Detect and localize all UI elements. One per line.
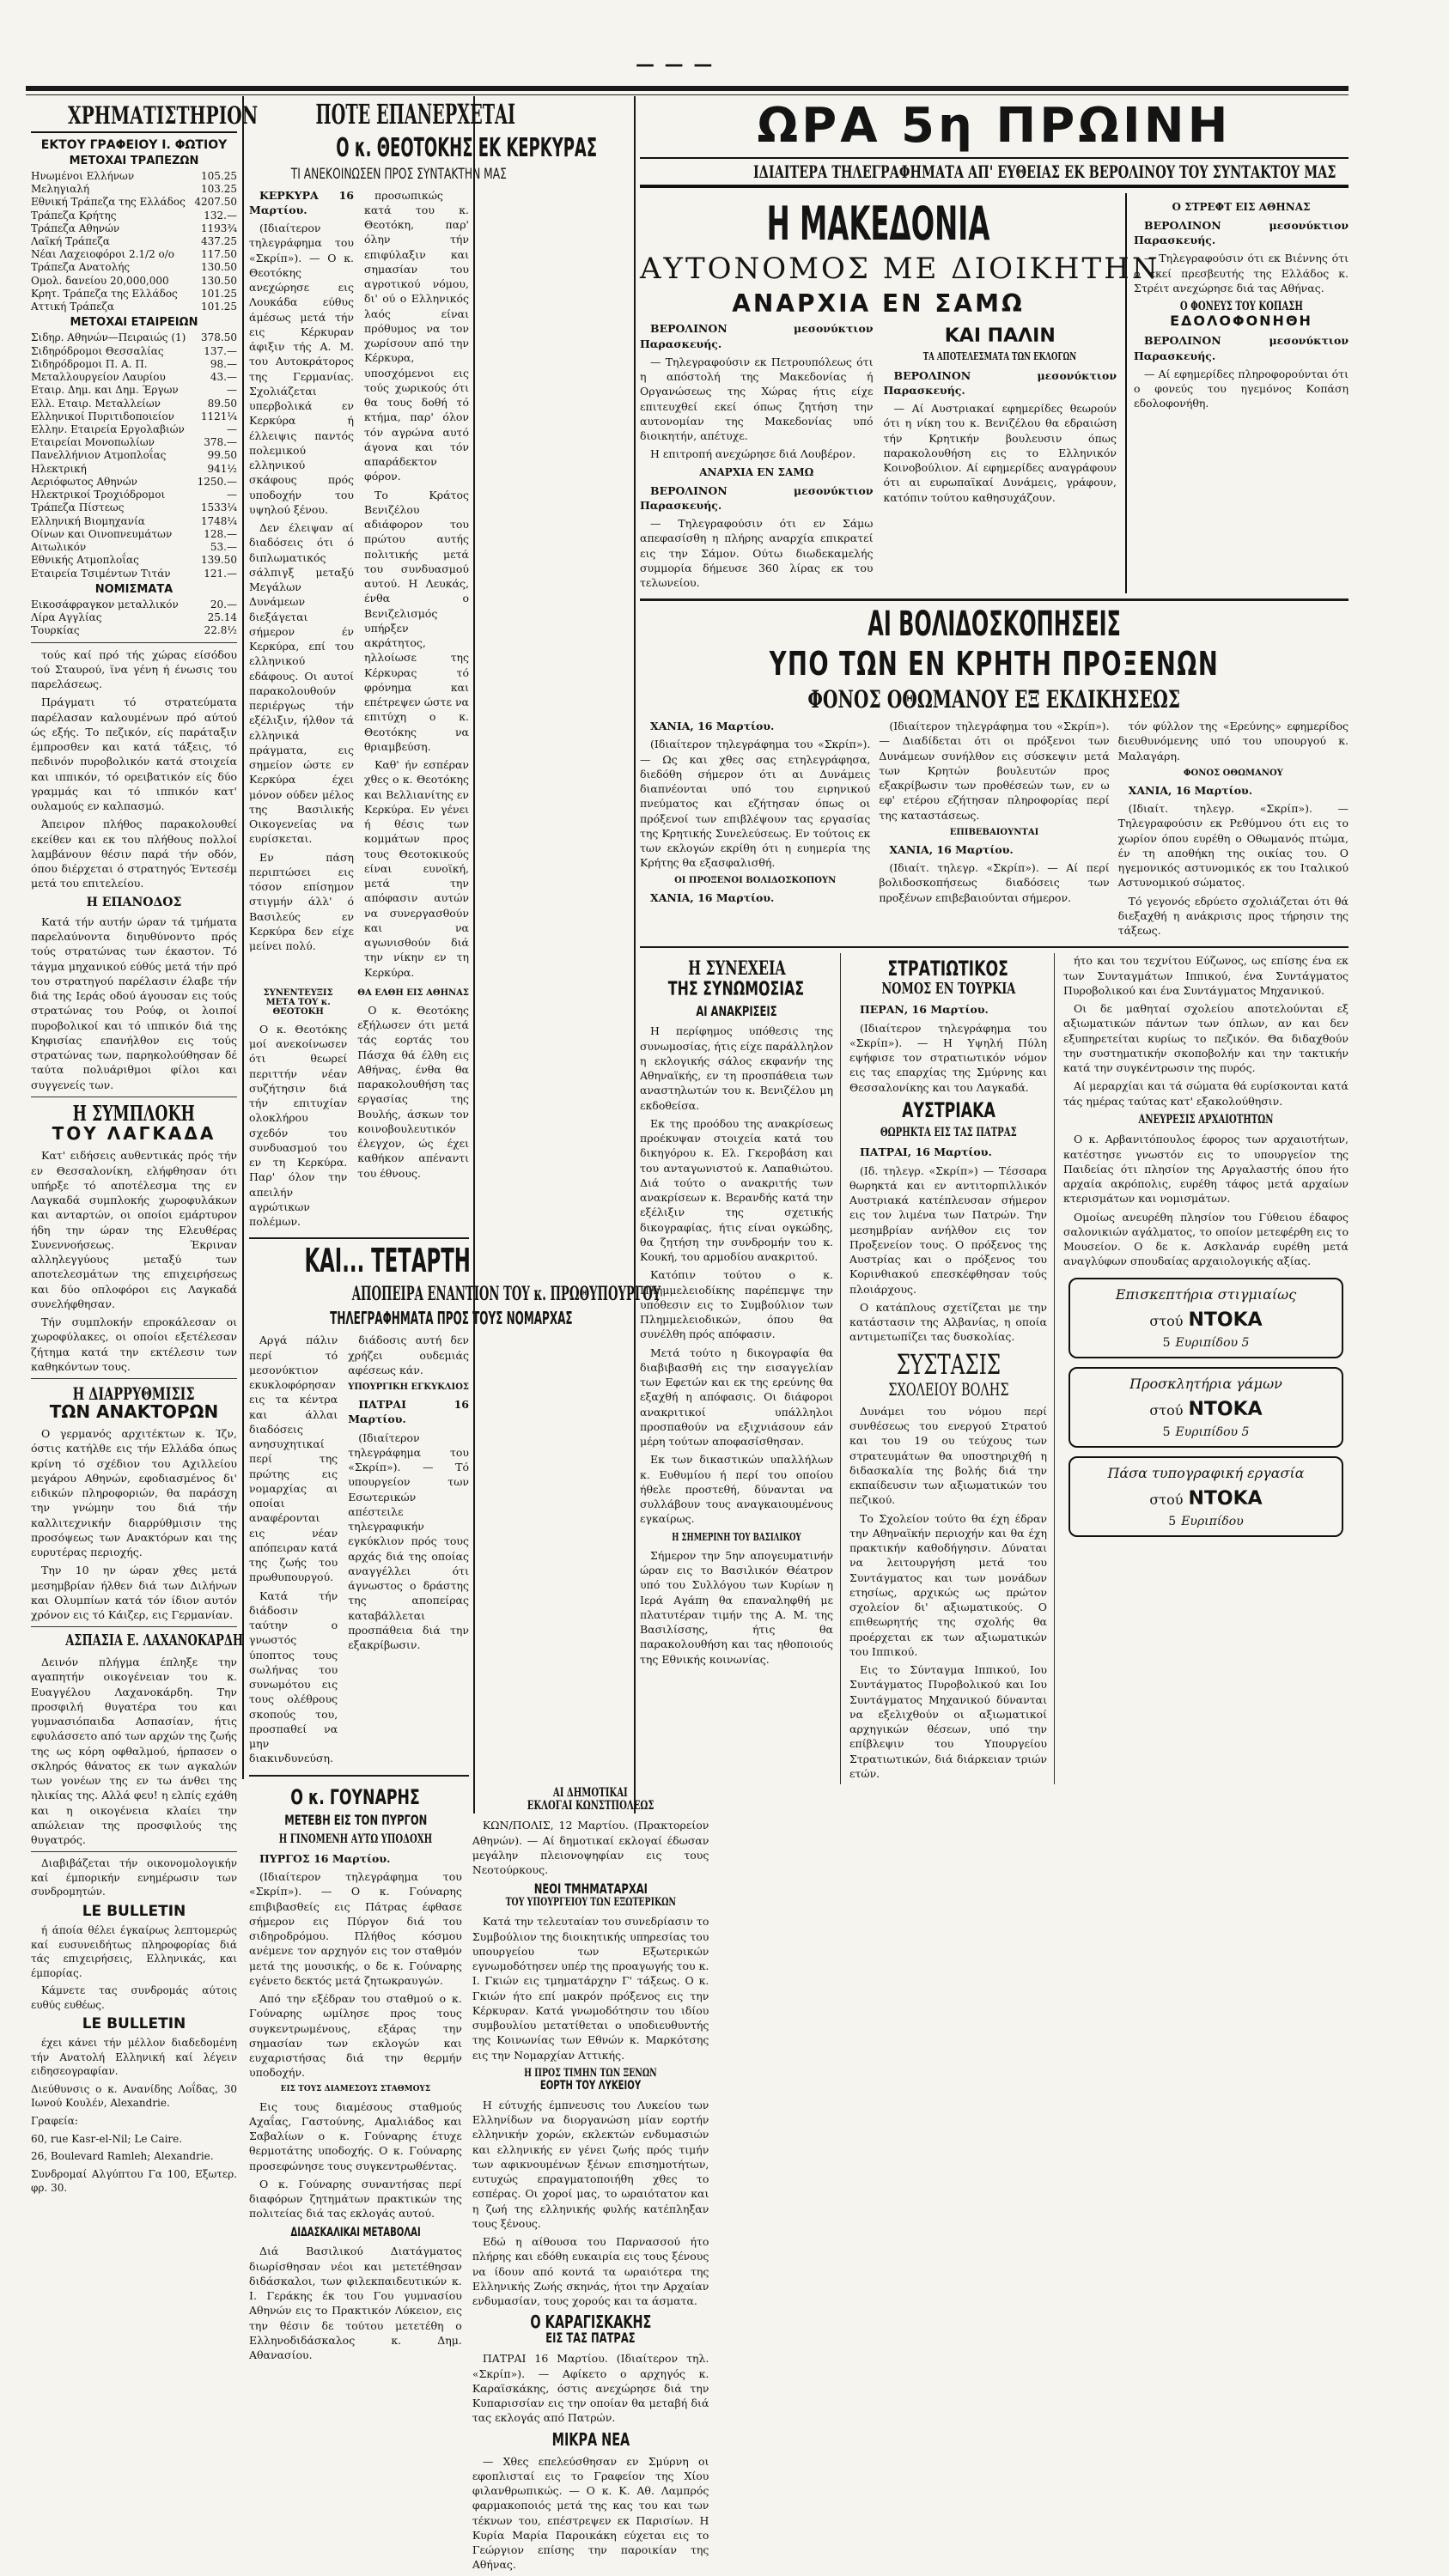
quote-row — [31, 358, 237, 371]
article-paragraph: Κατά τήν διάδοσιν ταύτην ο γνωστός ύποπτος τους σωλήνας του συνωμότου εις τους ολέθρους σκοπούς του, προσπαθεί να μην διακινδυνεύση. — [249, 1589, 338, 1765]
quote-name: Αττική Τράπεζα — [31, 301, 115, 313]
divider — [249, 1237, 469, 1239]
headline-neoi: ΝΕΟΙ ΤΜΗΜΑΤΑΡΧΑΙ — [533, 1880, 648, 1898]
quote-name: Ηνωμένοι Ελλήνων — [31, 169, 135, 182]
quote-name: Μεταλλουργείον Λαυρίου — [31, 371, 166, 384]
headline-eorti: ΕΟΡΤΗ ΤΟΥ ΛΥΚΕΙΟΥ — [539, 2079, 642, 2093]
subhead-thorikta: ΘΩΡΗΚΤΑ ΕΙΣ ΤΑΣ ΠΑΤΡΑΣ — [880, 1126, 1017, 1140]
top-marks: — — — — [636, 53, 715, 76]
divider — [640, 946, 1349, 948]
address-line: 60, rue Kasr-el-Nil; Le Caire. — [31, 2132, 183, 2145]
headline-pote-epanerxetai: ΠΟΤΕ ΕΠΑΝΕΡΧΕΤΑΙ — [315, 98, 515, 131]
quote-value: 121.— — [204, 567, 237, 580]
quote-row — [31, 449, 237, 462]
article-paragraph: Ο κ. Γούναρης συναντήσας περί διαφόρων ζητημάτων πρακτικών της πολιτείας διά τας εκλογάς αυτού. — [249, 2177, 462, 2221]
headline-diarrythmisis: Η ΔΙΑΡΡΥΘΜΙΣΙΣ — [73, 1383, 195, 1405]
quote-row — [31, 624, 237, 637]
quote-name: Τράπεζα Κρήτης — [31, 209, 117, 222]
article-paragraph: Η περίφημος υπόθεσις της συνωμοσίας, ήτις είχε παράλληλον η εκλογικής σάλος εκφανήν της Αθηναϊκής, εν τη προσπάθεια των αναστηλωτών του κ. Βενιζέλου μη εκδοθείσα. — [640, 1024, 833, 1112]
article-paragraph: (Ιδιαίτερον τηλεγράφημα του «Σκρίπ»). — Η Υψηλή Πύλη εψήφισε τον στρατιωτικόν νόμον εις τας επαρχίας της Σμύρνης και Θεσσαλονίκης και του Λαγκαδά. — [849, 1021, 1047, 1094]
article-paragraph: Ομοίως ανευρέθη πλησίον του Γύθειου έδαφος σαλονικιών αγάλματος, το οποίον μετεφέρθη εις το Μουσείον. Ο δε κ. Ασκλανάρ ευρέθη μετά αναγλύφων σπουδαίας αρχαιολογικής αξίας. — [1063, 1210, 1349, 1268]
quote-value: 1193¾ — [200, 222, 237, 234]
headline-fonos: ΦΟΝΟΣ ΟΘΩΜΑΝΟΥ ΕΞ ΕΚΔΙΚΗΣΕΩΣ — [807, 685, 1181, 714]
exchange-section-companies: ΜΕΤΟΧΑΙ ΕΤΑΙΡΕΙΩΝ — [70, 316, 198, 330]
dateline: ΒΕΡΟΛΙΝΟΝ μεσονύκτιον Παρασκευής. — [1134, 218, 1349, 247]
quote-name: Ελλην. Εταιρεία Εργολαβιών — [31, 423, 185, 436]
quote-row — [31, 248, 237, 261]
article-paragraph: Η εύτυχής έμπνευσις του Λυκείου των Ελληνίδων να διοργανώση μίαν εορτήν ελληνικήν χορών, εκλεκτών ενδυμασιών και ελληνικής εν γένει ζωής πρός τιμήν των αφικνουμένων ξένων επισημοτήτων, ευτυχώς επραγματοποιήθη χθες το εσπέρας. Οι χοροί μας, το ωραιότατον και η ζωή της ελληνικής φυλής κατέπληξαν τους ξένους. — [472, 2098, 709, 2230]
article-paragraph: (Ιδιαίτερον τηλεγράφημα του «Σκρίπ»). — Διαδίδεται ότι οι πρόξενοι των Δυνάμεων συνήλθον εις σύσκεψιν μετά των Κρητών βουλευτών προς εξακρίβωσιν των προθέσεών των, εν ω εφ' ετέρου εζήτησαν πληροφορίας περί της καταστάσεως. — [879, 720, 1110, 822]
headline-volidoskopiseis: ΑΙ ΒΟΛΙΔΟΣΚΟΠΗΣΕΙΣ — [868, 605, 1121, 645]
quote-value: 1748¼ — [200, 514, 237, 527]
article-paragraph: τούς καί πρό τής χώρας είσόδου τού Σταυρού, ϊνα γένη ή ένωσις του παρελάσεως. — [31, 647, 237, 691]
exchange-title: ΧΡΗΜΑΤΙΣΤΗΡΙΟΝ — [31, 103, 237, 133]
divider — [31, 642, 237, 643]
quote-name: Τράπεζα Ανατολής — [31, 261, 131, 274]
quote-name: Ελληνικοί Πυριτιδοποιείον — [31, 410, 174, 422]
military-column — [849, 953, 1055, 1784]
quote-name: Σιδηρόδρομοι Π. Α. Π. — [31, 357, 148, 370]
subhead: ΣΥΝΕΝΤΕΥΞΙΣ ΜΕΤΑ ΤΟΥ κ. ΘΕΟΤΟΚΗ — [263, 987, 333, 1017]
quote-name: Ελλ. Εταιρ. Μεταλλείων — [31, 397, 161, 410]
article-paragraph: ΚΩΝ/ΠΟΛΙΣ, 12 Μαρτίου. (Πρακτορείον Αθηνών). — Αί δημοτικαί εκλογαί έδωσαν μεγάλην πλειονοψηφίαν εις τους Νεοτούρκους. — [472, 1819, 709, 1877]
article-paragraph: — Τηλεγραφούσιν εκ Πετρουπόλεως ότι η απόστολή της Μακεδονίας ή Οργανώσεως της Χώρας ήτις είχε επιτευχθεί εκεί όπως ζητήση την αυτονομίαν της Μακεδονίας υπό διοικητήν, απέτυχε. — [640, 355, 874, 443]
article-paragraph: Ο κ. Θεοτόκης εξήλωσεν ότι μετά τάς εορτάς του Πάσχα θά έλθη εις Αθήνας, ένθα θα παρακολουθήση τας εργασίας της Βουλής, άσκων τον κοινοβουλευτικόν έλεγχον, ώς έχει καθήκον απέναντι του έθνους. — [357, 1003, 469, 1180]
headline-ypourgeiou: ΤΟΥ ΥΠΟΥΡΓΕΙΟΥ ΤΩΝ ΕΞΩΤΕΡΙΚΩΝ — [505, 1896, 676, 1910]
subhead: Η ΓΙΝΟΜΕΝΗ ΑΥΤΩ ΥΠΟΔΟΧΗ — [278, 1832, 433, 1846]
advertisement-box — [1068, 1367, 1343, 1448]
quote-value: 103.25 — [201, 183, 237, 196]
headline-theotokis: Ο κ. ΘΕΟΤΟΚΗΣ ΕΚ ΚΕΡΚΥΡΑΣ — [336, 133, 598, 164]
divider — [31, 1378, 237, 1379]
quote-row — [31, 183, 237, 196]
headline-metevi: ΜΕΤΕΒΗ ΕΙΣ ΤΟΝ ΠΥΡΓΟΝ — [283, 1811, 427, 1828]
ad-line: στού ΝΤΟΚΑ — [1149, 1487, 1263, 1510]
quote-row — [31, 611, 237, 624]
article-paragraph: Καθ' ήν εσπέραν χθες ο κ. Θεοτόκης και Βελλιανίτης εν Κερκύρα. Εν γένει ή θέσις των κομμάτων προς τους Θεοτοκικούς είναι ευνοϊκή, μετά την απόφασιν αυτών να συνεργασθούν και να αγωνισθούν διά την νίκην εν τη Κερκύρα. — [364, 758, 469, 979]
headline-eklogai: ΕΚΛΟΓΑΙ ΚΩΝΣΤΠΟΛΕΩΣ — [527, 1799, 654, 1813]
headline-didaskalikai: ΔΙΔΑΣΚΑΛΙΚΑΙ ΜΕΤΑΒΟΛΑΙ — [290, 2225, 421, 2239]
quote-name: Τουρκίας — [31, 624, 80, 637]
headline-synexeia: Η ΣΥΝΕΧΕΙΑ — [687, 957, 786, 981]
headline-kai-palin: ΚΑΙ ΠΑΛΙΝ — [944, 325, 1056, 348]
dateline: ΠΥΡΓΟΣ 16 Μαρτίου. — [259, 1851, 391, 1865]
headline-symploki: Η ΣΥΜΠΛΟΚΗ — [72, 1100, 196, 1126]
headline-makedonia: Η ΜΑΚΕΔΟΝΙΑ — [766, 196, 990, 251]
article-paragraph: Εκ των δικαστικών υπαλλήλων κ. Ευθυμίου ή περί του οποίου ήθελε προστεθή, δύνανται να συλλάβουν τους αναγκαιουμένους εγκαίρως. — [640, 1453, 833, 1526]
bank-shares-list — [31, 170, 237, 314]
quote-value: 117.50 — [201, 248, 237, 261]
column-telegrams — [640, 98, 1349, 1811]
quote-value: 437.25 — [201, 234, 237, 247]
quote-name: Πανελλήνιον Ατμοπλοΐας — [31, 449, 167, 462]
quote-name: Αιτωλικόν — [31, 541, 87, 554]
article-paragraph: ΠΑΤΡΑΙ 16 Μαρτίου. (Ιδιαίτερον τηλ. «Σκρίπ»). — Αφίκετο ο αρχηγός κ. Καραϊσκάκης, όστις ανεχώρησε διά την Κυπαρισσίαν εις την οποίαν θα μεταβή διά τας εκλογάς από Πατρών. — [472, 2352, 709, 2425]
quote-value: 1533¼ — [200, 501, 237, 514]
column-rule-3 — [634, 96, 636, 1814]
quote-row — [31, 528, 237, 541]
divider — [31, 1626, 237, 1627]
subhead-synentevxi: ΤΙ ΑΝΕΚΟΙΝΩΣΕΝ ΠΡΟΣ ΣΥΝΤΑΚΤΗΝ ΜΑΣ — [290, 165, 507, 183]
quote-row — [31, 345, 237, 358]
quote-name: Τράπεζα Αθηνών — [31, 222, 120, 234]
quote-value: — — [227, 489, 237, 501]
article-paragraph: Το Σχολείον τούτο θα έχη έδραν την Αθηναϊκήν περιοχήν και θα έχη πρακτικήν καθοδήγησιν. Δύναται να λειτουργήση μετά του Συντάγματος και των μονάδων ετησίως, αρχικώς ως πρώτον σχολείον δι' αξιωματικούς. Ο επιθεωρητής της σχολής θα προέρχεται εκ των αξιωματικών του Ιππικού. — [849, 1511, 1047, 1658]
dateline: ΚΕΡΚΥΡΑ 16 Μαρτίου. — [249, 188, 354, 216]
quote-name: Οίνων και Οινοπνευμάτων — [31, 527, 173, 540]
article-paragraph: Άπειρον πλήθος παρακολουθεί εκείθεν και εκ του πλήθους πολλοί λαμβάνουν θέσιν παρά τήν οδόν, όπου διέρχεται ό στρατηγός Έντεσέμ μετά του επιτελείου. — [31, 817, 237, 890]
article-paragraph: (Ιδιαίτερον τηλεγράφημα του «Σκρίπ»). — Ο κ. Θεοτόκης ανεχώρησε εις Λουκάδα εύθυς άμέσως μετά τήν εις Κέρκυραν άφιξιν τής Α. Μ. του Αυτοκράτορος της Γερμανίας. Σχολιάζεται υπερβολικά εν Κερκύρα ή έλλειψις παντός πολεμικού ελληνικού σκάφους πρός υποδοχήν του υψηλού ξένου. — [249, 222, 354, 516]
quote-name: Εταιρείαι Μονοπωλίων — [31, 436, 155, 449]
quote-value: 941½ — [207, 462, 237, 475]
headline-autonomos: ΑΥΤΟΝΟΜΟΣ ΜΕ ΔΙΟΙΚΗΤΗΝ — [640, 252, 1160, 287]
address-line: Συνδρομαί Αλγύπτου Γα 100, Εξωτερ. φρ. 30. — [31, 2167, 237, 2195]
subhead: ΟΙ ΠΡΟΞΕΝΟΙ ΒΟΛΙΔΟΣΚΟΠΟΥΝ — [674, 875, 837, 885]
article-paragraph: Κατ' ειδήσεις αυθεντικάς πρός τήν εν Θεσσαλονίκη, ελήφθησαν ότι υπήρξε τό αποτέλεσμα της εν Λαγκαδά συμπλοκής χωροφυλάκων και ανταρτών, οι οποίοι εμάρτυρον ήδη την ώραν της Ελευθέρας Συνεννοήσεως. Έκριναν αλληλεγγύους μεταξύ των αποτελεσμάτων της επιχειρήσεως και δύο οπλοφόροι εις Λαγκαδά συνελήφθησαν. — [31, 1149, 237, 1310]
quote-row — [31, 501, 237, 514]
quote-row — [31, 554, 237, 567]
dateline: ΠΕΡΑΝ, 16 Μαρτίου. — [860, 1003, 989, 1017]
headline-anaktoron: ΤΩΝ ΑΝΑΚΤΟΡΩΝ — [49, 1401, 219, 1423]
article-paragraph: ήτο και του τεχνίτου Εύζωνος, ως επίσης ένα εκ των Συνταγμάτων Ιππικού, ένα Συντάγματος Πυροβολικού και ένα Συντάγματος Μηχανικού. — [1063, 954, 1349, 997]
quote-name: Λαϊκή Τράπεζα — [31, 234, 110, 247]
two-column-text — [249, 188, 469, 983]
ad-line: στού ΝΤΟΚΑ — [1149, 1309, 1263, 1331]
dateline: ΧΑΝΙΑ, 16 Μαρτίου. — [650, 720, 775, 733]
article-paragraph: — Αί Αυστριακαί εφημερίδες θεωρούν ότι η νίκη του κ. Βενιζέλου θα εδραιώση τήν Κρητικήν βουλευσιν όπως παρακολουθήση εις το Ελληνικόν Κοινοβούλιον. Αί εφημερίδες αναγράφουν ότι αι ευρωπαϊκαί Δυνάμεις, γράφουν, κατόπιν τούτου καθησυχάζουν. — [883, 402, 1117, 504]
quote-row — [31, 288, 237, 301]
article-paragraph: (Ιδιαίτερον τηλεγράφημα του «Σκρίπ»). — Ως και χθες σας ετηλεγράφησα, διεδόθη σήμερον ότι αι Δυνάμεις διαπνέονται υπό του ειρηνικού πνεύματος και εζήτησαν όπως οι πρόξενοί των επιβλέψουν τας εργασίας της Κρητικής Συνελεύσεως. Εν τούτοις εκ των εκλογών εκρίθη ότι η ευημερία της Κρήτης θα εξασφαλισθή. — [640, 738, 871, 870]
headline-edolofonithi: ΕΔΟΛΟΦΟΝΗΘΗ — [1170, 312, 1312, 329]
two-column-text — [249, 1782, 709, 2576]
article-paragraph: — Τηλεγραφούσιν ότι εκ Βιέννης ότι ο εκεί πρεσβευτής της Ελλάδος κ. Στρέιτ ανεχώρησε διά τας Αθήνας. — [1134, 252, 1349, 295]
headline-anarxia: ΑΝΑΡΧΙΑ ΕΝ ΣΑΜΩ — [732, 289, 1025, 318]
quote-name: Ηλεκτρικοί Τροχιόδρομοι — [31, 489, 166, 501]
subhead-anakriseis: ΑΙ ΑΝΑΚΡΙΣΕΙΣ — [696, 1002, 777, 1019]
quote-row — [31, 170, 237, 183]
quote-name: Ηλεκτρική — [31, 462, 87, 475]
subhead: ΕΙΣ ΤΟΥΣ ΔΙΑΜΕΣΟΥΣ ΣΤΑΘΜΟΥΣ — [280, 2084, 431, 2093]
quote-name: Μεληγιαλή — [31, 183, 90, 196]
headline-dimotikai: ΑΙ ΔΗΜΟΤΙΚΑΙ — [553, 1785, 629, 1800]
subhead: ΑΝΑΡΧΙΑ ΕΝ ΣΑΜΩ — [699, 465, 814, 478]
quote-name: Λίρα Αγγλίας — [31, 611, 102, 624]
headline-proxenon: ΥΠΟ ΤΩΝ ΕΝ ΚΡΗΤΗ ΠΡΟΞΕΝΩΝ — [769, 645, 1220, 683]
quote-row — [31, 384, 237, 397]
quote-row — [31, 235, 237, 248]
quote-row — [31, 398, 237, 410]
quote-row — [31, 541, 237, 554]
quote-row — [31, 331, 237, 344]
quote-name: Νέαι Λαχειοφόροι 2.1/2 ο/ο — [31, 248, 175, 261]
address-line: Γραφεία: — [31, 2115, 78, 2128]
quote-value: 1121¼ — [200, 410, 237, 422]
article-paragraph: — Τηλεγραφούσιν ότι εν Σάμω απεφασίσθη η πλήρης αναρχία επικρατεί εις την Σάμον. Ούτω διωδεκαμελής συμμορία δήμευσε 360 λίρας εκ του τελωνείου. — [640, 517, 874, 590]
dateline: ΧΑΝΙΑ, 16 Μαρτίου. — [650, 890, 775, 904]
quote-row — [31, 301, 237, 313]
article-paragraph: Σήμερον την 5ην απογευματινήν ώραν εις το Βασιλικόν Θέατρον υπό του Συλλόγου των Κυρίων η Ιερά Αγάπη θα επαναληφθή με πλατυτέραν τιμήν της Α. Μ. της Βασιλίσσης, ήτις θα παρακολουθήση και τας ηθοποιούς της Εθνικής κοινωνίας. — [640, 1548, 833, 1666]
headline-synomosias: ΤΗΣ ΣΥΝΩΜΟΣΙΑΣ — [668, 978, 805, 1000]
two-column-text — [640, 321, 1117, 593]
three-column-text — [640, 719, 1349, 941]
quote-value: 53.— — [210, 541, 237, 554]
quote-row — [31, 598, 237, 611]
divider — [249, 1775, 469, 1777]
article-paragraph: (Ιδιαίτ. τηλεγρ. «Σκρίπ»). — Τηλεγραφούσιν εκ Ρεθύμνου ότι εις το χωρίον όπου ευρέθη ο Οθωμανός πτώμα, έν τη αποθήκη της οικίας του. Ο ηγεμονικός αστυνομικός εκ του Ιταλικού Αστυνομικού σώματος. — [1117, 802, 1349, 890]
advertisement-box — [1068, 1456, 1343, 1537]
ad-line: Προσκλητήρια γάμων — [1129, 1375, 1282, 1392]
article-paragraph: Αί μεραρχίαι και τά σώματα θά ευρίσκονται κατά τάς ημέρας ταύτας κατ' εξακολούθησιν. — [1063, 1079, 1349, 1108]
quote-row — [31, 489, 237, 501]
article-paragraph: (Ιδιαίτερον τηλεγράφημα του «Σκρίπ»). — Τό υπουργείον των Εσωτερικών απέστειλε τηλεγραφικήν εγκύκλιον πρός τους αρχάς διά της οποίας αναγγέλλει ότι άγνωστος ο δράστης της αποπείρας καταβάλλεται προσπάθεια διά την εξακρίβωσιν. — [348, 1431, 469, 1652]
article-paragraph: Κατά την τελευταίαν του συνεδρίασιν το Συμβούλιον της διοικητικής υπηρεσίας του υπουργείου των Εξωτερικών εγνωμοδότησεν υπέρ της προαγωγής του κ. Ι. Γκιών εις τμηματάρχην Γ' τάξεως. Ο κ. Γκιών ήτο επί μακρόν πρόξενος εις την Κέρκυραν. Κατά γνωμοδότησιν του ιδίου συμβουλίου μετατίθεται ο υποδιευθυντής της Κοινωνίας των Εθνών κ. Μαρκότσης εις την Νομαρχίαν Αττικής. — [472, 1915, 709, 2062]
quote-value: 139.50 — [201, 554, 237, 567]
article-paragraph: Τήν συμπλοκήν επροκάλεσαν οι χωροφύλακες, οι οποίοι εξετέλεσαν ζήτημα κατά την εκτέλεσιν των καθηκόντων τους. — [31, 1315, 237, 1373]
quote-value: 378.— — [204, 436, 237, 449]
quote-value: 99.50 — [207, 449, 237, 462]
currency-list — [31, 598, 237, 638]
headline-sxoleiou: ΣΧΟΛΕΙΟΥ ΒΟΛΗΣ — [887, 1378, 1009, 1400]
article-paragraph: Η επιτροπή ανεχώρησε διά Λουβέρον. — [650, 447, 856, 461]
subhead: Ο ΣΤΡΕΦΤ ΕΙΣ ΑΘΗΝΑΣ — [1172, 200, 1311, 213]
quote-row — [31, 423, 237, 436]
ad-line: Επισκεπτήρια στιγμιαίως — [1115, 1285, 1297, 1303]
article-paragraph: (Ιδ. τηλεγρ. «Σκρίπ») — Τέσσαρα θωρηκτά και εν αντιτορπιλλικόν Αυστριακά κατέπλευσαν σήμερον εις τον λιμένα των Πατρών. Την μεσημβρίαν ανήλθον εις τον Προξενείον τους. Ο πρόξενος της Αυστρίας και ο πρόξενος του Κορινθιακού επεσκέφθησαν τούς πλοιάρχους. — [849, 1163, 1047, 1296]
quote-row — [31, 210, 237, 222]
quote-row — [31, 275, 237, 288]
company-shares-list — [31, 331, 237, 580]
article-paragraph: (Ιδιαίτ. τηλεγρ. «Σκρίπ»). — Αί περί βολιδοσκοπήσεως διαδόσεις των προξένων επιβεβαιούνται σήμερον. — [879, 861, 1110, 904]
quote-value: 378.50 — [201, 331, 237, 344]
side-telegrams — [1125, 193, 1349, 594]
quote-row — [31, 436, 237, 449]
headline-aspasia: ΑΣΠΑΣΙΑ Ε. ΛΑΧΑΝΟΚΑΡΔΗ — [65, 1631, 244, 1650]
headline-foneus: Ο ΦΟΝΕΥΣ ΤΟΥ ΚΟΠΑΣΗ — [1179, 300, 1303, 314]
quote-name: Αεριόφωτος Αθηνών — [31, 475, 137, 488]
macedonia-block — [640, 193, 1160, 594]
quote-row — [31, 410, 237, 423]
bulletin-title: LE BULLETIN — [82, 1903, 186, 1920]
article-paragraph: Δεν έλειψαν αί διαδόσεις ότι ό διπλωματικός σάλπιγξ μεταξύ Μεγάλων Δυνάμεων διεξάγεται σήμερον έν Κερκύρα, επί του ελληνικού εδάφους. Οι αυτοί παρακολουθούν περιέργως τήν εξέλιξιν, ήλθον τά ελληνικά πράγματα, εις σημείον ώστε εν Κερκύρα έχει μόνον ούδεν μέλος της Βασιλικής Οικογενείας να ευρίσκεται. — [249, 521, 354, 846]
headline-mikra-nea: ΜΙΚΡΑ ΝΕΑ — [551, 2428, 630, 2450]
headline-avstriaka: ΑΥΣΤΡΙΑΚΑ — [901, 1097, 995, 1122]
article-paragraph: Από την εξέδραν του σταθμού ο κ. Γούναρης ωμίλησε προς τους συγκεντρωμένους, εξάρας την σημασίαν των εκλογών και ευχαριστήσας διά την θερμήν υποδοχήν. — [249, 1992, 462, 2080]
quote-name: Εταιρεία Τσιμέντων Τιτάν — [31, 567, 171, 580]
quote-row — [31, 196, 237, 209]
headline-simerini: Η ΣΗΜΕΡΙΝΗ ΤΟΥ ΒΑΣΙΛΙΚΟΥ — [672, 1530, 801, 1543]
headline-patras: ΕΙΣ ΤΑΣ ΠΑΤΡΑΣ — [545, 2330, 636, 2347]
headline-systasis: ΣΥΣΤΑΣΙΣ — [896, 1347, 1001, 1381]
ad-line: Πάσα τυπογραφική εργασία — [1107, 1464, 1305, 1481]
obituary-paragraph: Δεινόν πλήγμα έπληξε την αγαπητήν οικογένειαν του κ. Ευαγγέλου Λαχανοκάρδη. Την προσφιλή θυγατέρα του και γυμνασιόπαιδα Ασπασίαν, ήτις εφυλάσσετο από των αρχών της ζωής της ως κόρη οφθαλμού, ήρπασεν ο σκληρός θάνατος εκ των αγκαλών των γονέων της εν τω άνθει της ηλικίας της. Αλλά φευ! η ελπίς εχάθη και η οικογένεια κλαίει την απώλειαν της προσφιλούς της θυγατρός. — [31, 1656, 237, 1847]
headline-kai-tetarti: ΚΑΙ... ΤΕΤΑΡΤΗ — [304, 1242, 471, 1280]
article-paragraph: Τό γεγονός εδρύετο σχολιάζεται ότι θά διεξαχθή η ανάκρισις προς τήρησιν της τάξεως. — [1117, 894, 1349, 938]
article-paragraph: έχει κάνει τήν μέλλον διαδεδομένη τήν Ανατολή Ελληνική καί λέγειν ειδησεογραφίαν. — [31, 2037, 237, 2078]
ad-line: στού ΝΤΟΚΑ — [1149, 1398, 1263, 1420]
column-rule-2 — [473, 96, 475, 1814]
headline-apopeira: ΑΠΟΠΕΙΡΑ ΕΝΑΝΤΙΟΝ ΤΟΥ κ. ΠΡΩΘΥΠΟΥΡΓΟΥ — [351, 1283, 661, 1306]
subhead: ΘΑ ΕΛΘΗ ΕΙΣ ΑΘΗΝΑΣ — [357, 987, 469, 998]
headline-stratiotikos: ΣΤΡΑΤΙΩΤΙΚΟΣ — [887, 957, 1009, 981]
subhead: ΦΟΝΟΣ ΟΘΩΜΑΝΟΥ — [1183, 768, 1283, 778]
exchange-section-currency: ΝΟΜΙΣΜΑΤΑ — [94, 582, 174, 596]
quote-value: 4207.50 — [194, 196, 237, 209]
quote-name: Εταιρ. Δημ. και Δημ. Έργων — [31, 384, 179, 397]
article-paragraph: Εις το Σύνταγμα Ιππικού, Ιου Συντάγματος Πυροβολικού και Ιου Συντάγματος Μηχανικού δύνανται να εξελιχθούν οι αξιωματικοί αρχηγικών θέσεων, υπό την επίβλεψιν του Υπουργείου Στρατιωτικών, διά διάρκειαν τριών ετών. — [849, 1663, 1047, 1780]
article-paragraph: — Αί εφημερίδες πληροφορούνται ότι ο φονεύς του ηγεμόνος Κοπάση εδολοφονήθη. — [1134, 367, 1349, 410]
article-paragraph: Εις τους διαμέσους σταθμούς Αχαΐας, Γαστούνης, Αμαλιάδος και Σαβαλίων ο κ. Γούναρης έτυχε θερμοτάτης υποδοχής. Ο κ. Γούναρης προσεφώνησε τους συγκεντρωθέντας. — [249, 2099, 462, 2172]
exchange-subtitle: ΕΚΤΟΥ ΓΡΑΦΕΙΟΥ Ι. ΦΩΤΙΟΥ — [40, 137, 228, 152]
quote-name: Ελληνική Βιομηχανία — [31, 514, 145, 527]
headline-lagkada: ΤΟΥ ΛΑΓΚΑΔΑ — [52, 1123, 216, 1145]
quote-value: — — [227, 384, 237, 397]
quote-value: 130.50 — [201, 261, 237, 274]
dateline: ΧΑΝΙΑ, 16 Μαρτίου. — [1128, 783, 1253, 797]
headline-gounaris: Ο κ. ΓΟΥΝΑΡΗΣ — [290, 1784, 421, 1809]
two-column-text — [249, 983, 469, 1233]
dateline: ΒΕΡΟΛΙΝΟΝ μεσονύκτιον Παρασκευής. — [640, 483, 874, 512]
quote-name: Σιδηρ. Αθηνών—Πειραιώς (1) — [31, 331, 186, 344]
top-double-rule — [26, 86, 1349, 91]
article-paragraph: Πράγματι τό στρατεύματα παρέλασαν καλουμένων πρό αύτού ώς εξής. Το πεζικόν, είς παράταξιν έμπροσθεν και κατά τάξεις, τό πεδινόν πυροβολικόν κατά στοιχεία και ιππικόν, τό ορειβατικόν είς δύο γραμμάς και τό ιππικόν κατ' ουλαμούς εν καλπασμώ. — [31, 696, 237, 813]
article-paragraph: Κατά τήν αυτήν ώραν τά τμήματα παρελαύνοντα διηυθύνοντο πρός τούς στρατώνας των έκαστον. Τό τάγμα μηχανικού εύθύς μετά τήν πρό του στρατηγού παρέλασιν έλαβε τήν διά της Ιεράς οδού άγουσαν εις τούς στρατώνας του Ρούφ, οι λοιποί πυροβολικοί και τό ιππικόν διά της Κηφισίας επανήλθον εις τούς στρατώνας των, παρηκολούθησαν δέ ταύτα πολυάριθμοι φίλοι και συγγενείς των. — [31, 914, 237, 1091]
address-line: 26, Boulevard Ramleh; Alexandrie. — [31, 2150, 214, 2163]
banner-subtitle: ΙΔΙΑΙΤΕΡΑ ΤΗΛΕΓΡΑΦΗΜΑΤΑ ΑΠ' ΕΥΘΕΙΑΣ ΕΚ ΒΕΡΟΛΙΝΟΥ ΤΟΥ ΣΥΝΤΑΚΤΟΥ ΜΑΣ — [640, 157, 1349, 188]
quote-value: 132.— — [204, 209, 237, 222]
quote-row — [31, 463, 237, 476]
article-paragraph: Κάμνετε τας συνδρομάς αύτοις ευθύς ευθέως. — [31, 1984, 237, 2011]
lower-section — [640, 953, 1349, 1784]
two-column-text — [249, 1333, 469, 1769]
ad-line: 5 Ευριπίδου — [1168, 1514, 1244, 1528]
article-paragraph: τόν φύλλον της «Ερεύνης» εφημερίδος διευθυνόμενης υπό του υπουργού κ. Μαλαγάρη. — [1117, 720, 1349, 762]
column-politics — [249, 98, 709, 2572]
quote-row — [31, 222, 237, 235]
quote-name: Εθνικής Ατμοπλοΐας — [31, 554, 139, 567]
quote-value: 128.— — [204, 527, 237, 540]
article-paragraph: Ο γερμανός αρχιτέκτων κ. Ίζν, όστις κατήλθε εις τήν Ελλάδα όπως κρίνη τό σχέδιον του Αχιλλείου μεγάρου Αθηνών, εφοδιασμένος δι' ειδικών πληροφοριών, θα παράσχη την γνώμην του διά τήν καλλιτεχνικήν διαρρύθμισιν της προσόψεως των Ανακτόρων και της ευρυτέρας περιοχής. — [31, 1427, 237, 1559]
divider — [640, 598, 1349, 601]
subhead: ΕΠΙΒΕΒΑΙΟΥΝΤΑΙ — [949, 827, 1039, 837]
quote-value: 25.14 — [207, 611, 237, 624]
headline-timi: Η ΠΡΟΣ ΤΙΜΗΝ ΤΩΝ ΞΕΝΩΝ — [524, 2066, 657, 2080]
article-paragraph: Δυνάμει του νόμου περί συνθέσεως του ενεργού Στρατού και του 19 ου τεύχους των στρατευμάτων θα υποστηριχθή η διδασκαλία της βολής διά την εκπαίδευσιν των αξιωματικών του πεζικού. — [849, 1404, 1047, 1507]
article-paragraph: Εκ της προόδου της ανακρίσεως προέκυψαν στοιχεία κατά του δικηγόρου κ. Ελ. Γκεροβάση και του ανταγωνιστού κ. Λαπαθιώτου. Διά τούτο ο ανακριτής των ανακρίσεων κ. Βερανδής κατά την εξέλιξιν της σχετικής δικογραφίας, ήτις είναι ογκώδης, θα ζητήση την συνδρομήν του κ. Κουκή, του αρμοδίου ανακριτού. — [640, 1116, 833, 1264]
divider — [31, 1851, 237, 1852]
article-paragraph: Μετά τούτο η δικογραφία θα διαβιβασθή εις την εισαγγελίαν των Εφετών και εκ της ερεύνης θα εξαχθή η απόφασις. Οι διάφοροι ανακριτικοί υπάλληλοι προσπαθούν να εξιχνιάσουν εάν μέρη τούτων αποφασίσθησαν. — [640, 1346, 833, 1449]
dateline: ΧΑΝΙΑ, 16 Μαρτίου. — [889, 842, 1014, 856]
article-paragraph: Οι δε μαθηταί σχολείου αποτελούνται εξ αξιωματικών πάντων των όπλων, αν και δεν εξυπηρετείται κυρίως το πεζικόν. Θα διδαχθούν την συστηματικήν σκοποβολήν και την τακτικήν κατά την συγκέντρωσιν της πυρός. — [1063, 1002, 1349, 1075]
article-paragraph: Διαβιβάζεται τήν οικονομολογικήν καί έμπορικήν ενημέρωσιν των συνδρομητών. — [31, 1857, 237, 1899]
headline-karaiskakis: Ο ΚΑΡΑΓΙΣΚΑΚΗΣ — [530, 2312, 652, 2333]
column-exchange — [31, 98, 259, 2195]
headline-epanodos: Η ΕΠΑΝΟΔΟΣ — [86, 895, 182, 909]
headline-anevresis: ΑΝΕΥΡΕΣΙΣ ΑΡΧΑΙΟΤΗΤΩΝ — [1138, 1112, 1274, 1127]
headline-ora-5: ΩΡΑ 5η ΠΡΩΙΝΗ — [757, 98, 1232, 154]
article-paragraph: Κατόπιν τούτου ο κ. Πλημμελειοδίκης παρέπεμψε την υπόθεσιν εις το Συμβούλιον των Πλημμελειοδικών, όπου θα συνέλθη πρός απόφασιν. — [640, 1268, 833, 1341]
article-paragraph: Εν πάση περιπτώσει εις τόσον επίσημον στιγμήν άλλ' ό Βασιλεύς εν Κερκύρα δεν είχε μείνει πολύ. — [249, 850, 354, 953]
quote-name: Εικοσάφραγκον μεταλλικόν — [31, 598, 179, 611]
quote-value: 137.— — [204, 344, 237, 357]
top-thin-rule — [26, 94, 1349, 95]
quote-value: 101.25 — [201, 287, 237, 300]
quote-value: 130.50 — [201, 274, 237, 287]
synomosia-column — [640, 953, 841, 1784]
antiquities-column — [1063, 953, 1349, 1784]
article-paragraph: (Ιδιαίτερον τηλεγράφημα του «Σκρίπ»). — Ο κ. Γούναρης επιβιβασθείς εις Πάτρας έφθασε σήμερον εις Πύργον διά του σιδηροδρόμου. Πλήθος κόσμου ανέμενε τον αρχηγόν εις τον σταθμόν μετά της μουσικής, ο δε κ. Γούναρης εγένετο δεκτός μετά ζητωκραυγών. — [249, 1870, 462, 1987]
subhead: ΥΠΟΥΡΓΙΚΗ ΕΓΚΥΚΛΙΟΣ — [348, 1382, 469, 1393]
address-line: Διεύθυνσις ο κ. Ανανίδης Λοΐδας, 30 Ιωνού Κουλέν, Alexandrie. — [31, 2082, 237, 2110]
article-paragraph: Αργά πάλιν περί τό μεσονύκτιον εκυκλοφόρησαν εις τα κέντρα και άλλαι διαδόσεις ανησυχητικαί περί της πρώτης εις νομαρχίας αι οποίαι αναφέρονται εις νέαν απόπειραν κατά της ζωής του πρωθυπουργού. — [249, 1334, 338, 1584]
advertisement-box — [1068, 1278, 1343, 1358]
quote-value: 89.50 — [207, 397, 237, 410]
headline-nomos: ΝΟΜΟΣ ΕΝ ΤΟΥΡΚΙΑ — [880, 979, 1015, 998]
quote-value: 22.8½ — [204, 624, 237, 637]
article-paragraph: ή άποία θέλει έγκαίρως λεπτομερώς καί ευσυνειδήτως πληροφορίας διά τάς επιχειρήσεις, Ελληνικάς, και έμπορίας. — [31, 1924, 237, 1979]
dateline: ΠΑΤΡΑΙ, 16 Μαρτίου. — [860, 1145, 992, 1159]
article-paragraph: προσωπικώς κατά του κ. Θεοτόκη, παρ' όλην τήν επιφύλαξιν και σημασίαν του αγροτικού νόμου, δι' ού ο Ελληνικός λαός είναι πρόθυμος να τον χωρίσουν από την Κέρκυρα, υποσχόμενοι εις τούς χωρικούς ότι θα τους δοθή τό κτήμα, παρ' όλον τόν αγρώνα αυτό άγονα και τόν απαράδεκτον φόρον. — [364, 188, 469, 483]
upper-section — [640, 193, 1349, 594]
bulletin-title: LE BULLETIN — [82, 2015, 186, 2033]
article-paragraph: Το Κράτος Βενιζέλου αδιάφορον του πρώτου αυτής πολιτικής μετά του συνδυασμού αυτού. Η Λευκάς, ένθα ο Βενιζελισμός υπήρξεν ακράτητος, ηλλοίωσε της Κέρκυρας τό φρόνημα και επέτρεψεν ώστε να επιτύχη ο κ. Θεοτόκης να θριαμβεύση. — [364, 488, 469, 753]
quote-name: Ομολ. δανείου 20,000,000 — [31, 274, 169, 287]
quote-value: 20.— — [210, 598, 237, 611]
subhead: ΤΑ ΑΠΟΤΕΛΕΣΜΑΤΑ ΤΩΝ ΕΚΛΟΓΩΝ — [923, 350, 1077, 363]
article-paragraph: Διά Βασιλικού Διατάγματος διωρίσθησαν νέοι και μετετέθησαν διδάσκαλοι, των φιλεκπαιδευτικών κ. Ι. Γεράκης έκ του Γου γυμνασίου Αθηνών εις το Πρακτικόν Λύκειον, εις την θέσιν δε τούτου μετετέθη ο Ελληνοδιδάσκαλος κ. Δημ. Αθανασίου. — [249, 2245, 462, 2362]
quote-name: Τράπεζα Πίστεως — [31, 501, 125, 514]
dateline: ΒΕΡΟΛΙΝΟΝ μεσονύκτιον Παρασκευής. — [640, 322, 874, 350]
quote-row — [31, 261, 237, 274]
quote-row — [31, 476, 237, 489]
exchange-section-banks: ΜΕΤΟΧΑΙ ΤΡΑΠΕΖΩΝ — [69, 154, 199, 167]
quote-value: 105.25 — [201, 169, 237, 182]
quote-name: Σιδηρόδρομοι Θεσσαλίας — [31, 344, 164, 357]
subhead-tilegrafimata: ΤΗΛΕΓΡΑΦΗΜΑΤΑ ΠΡΟΣ ΤΟΥΣ ΝΟΜΑΡΧΑΣ — [330, 1308, 573, 1329]
quote-name: Εθνική Τράπεζα της Ελλάδος — [31, 196, 186, 209]
quote-value: 43.— — [210, 371, 237, 384]
quote-value: 101.25 — [201, 301, 237, 313]
quote-name: Κρητ. Τράπεζα της Ελλάδος — [31, 287, 178, 300]
article-paragraph: Την 10 ην ώραν χθες μετά μεσημβρίαν ήλθεν διά των Διλήνων και Ολυμπίων κατά τόν ίδιον αυτόν χρόνον εις τό Κάιζερ, εις Γερμανίαν. — [31, 1564, 237, 1622]
article-paragraph: Εδώ η αίθουσα του Παρνασσού ήτο πλήρης και εδόθη ευκαιρία εις τους ξένους να ίδουν από κοντά τα ωραιότερα της Ελληνικής Ζωής σκηνάς, ήτοι την Αρχαίαν ενδυμασίαν, τους χορούς και τα άσματα. — [472, 2235, 709, 2308]
article-paragraph: Ο κατάπλους σχετίζεται με την κατάστασιν της Αλβανίας, η οποία αντιμετωπίζει τας δυσκολίας. — [849, 1300, 1047, 1344]
dateline: ΒΕΡΟΛΙΝΟΝ μεσονύκτιον Παρασκευής. — [883, 368, 1117, 397]
quote-row — [31, 371, 237, 384]
quote-row — [31, 568, 237, 580]
article-paragraph: διάδοσις αυτή δεν χρήζει ουδεμιάς αφέσεως κάν. — [348, 1334, 469, 1376]
quote-row — [31, 515, 237, 528]
article-paragraph: — Χθες επελεύσθησαν εν Σμύρνη οι εφοπλισταί εις το Γραφείον της Χίου φιλανθρωπικώς. — Ο κ. Κ. Αθ. Λαμπρός φαρμακοποιός μετά της κας του και των τέκνων του, επέστρεψεν εκ Παρισίων. Η Κυρία Μαρία Παροικάκη εύχεται εις το Γεώργιον επίσης την παροικίαν της Αθήνας. — [472, 2454, 709, 2572]
dateline: ΠΑΤΡΑΙ 16 Μαρτίου. — [348, 1398, 469, 1426]
ad-line: 5 Ευριπίδου 5 — [1162, 1425, 1250, 1439]
dateline: ΒΕΡΟΛΙΝΟΝ μεσονύκτιον Παρασκευής. — [1134, 334, 1349, 362]
column-rule-1 — [242, 96, 244, 1779]
quote-value: 98.— — [210, 357, 237, 370]
quote-value: — — [227, 423, 237, 436]
ad-line: 5 Ευριπίδου 5 — [1162, 1335, 1250, 1350]
quote-value: 1250.— — [197, 475, 237, 488]
article-paragraph: Ο κ. Θεοτόκης μοί ανεκοίνωσεν ότι θεωρεί περιττήν νέαν συζήτησιν διά τήν επιτυχίαν ολοκλήρου σχεδόν του συνδυασμού του εν τη Κερκύρα. Παρ' όλον την απειλήν αγρώτικων πολέμων. — [249, 1022, 348, 1229]
article-paragraph: Ο κ. Αρβανιτόπουλος έφορος των αρχαιοτήτων, κατέστησε γνωστόν εις το υπουργείον της Παιδείας ότι πλησίον της Αργαλαστής όπου ήτο αρχαία ακρόπολις, ευρέθη τάφος μετά αρχαίων κτερισμάτων και νομισμάτων. — [1063, 1133, 1349, 1206]
